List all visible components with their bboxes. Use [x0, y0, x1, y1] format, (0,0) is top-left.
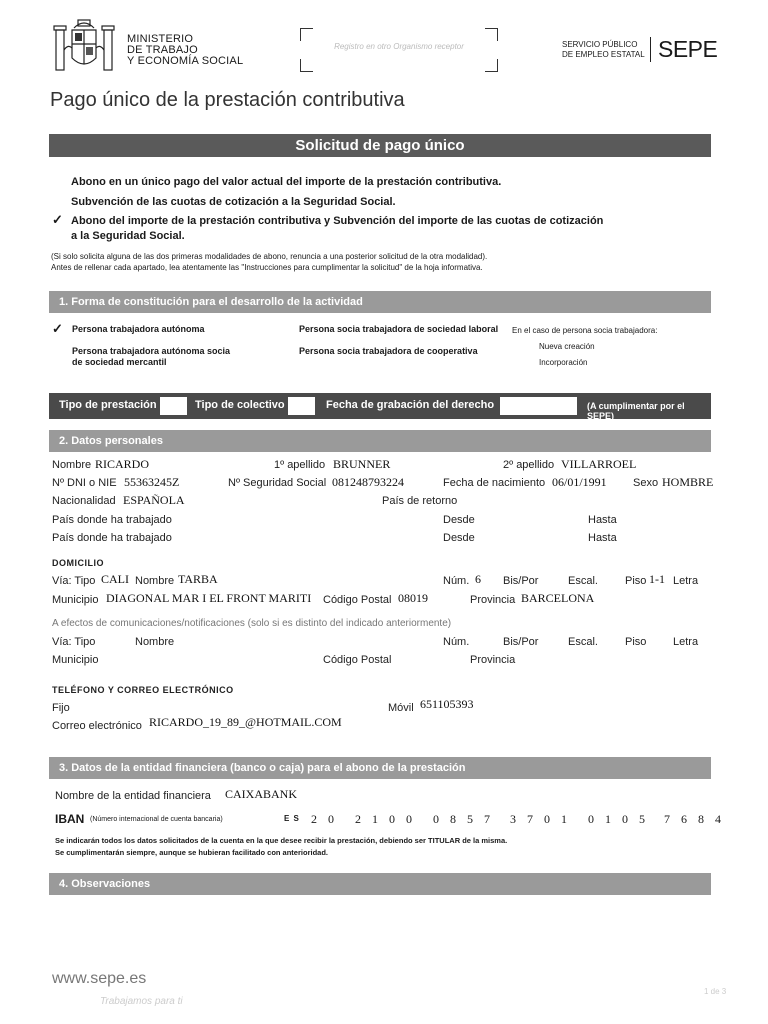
section-3-header: 3. Datos de la entidad financiera (banco o caja) para el abono de la prestación [49, 757, 711, 779]
num-label: Núm. [443, 575, 470, 587]
option-socia-cooperativa[interactable]: Persona socia trabajadora de cooperativa [299, 346, 478, 356]
iban-note-1: Se indicarán todos los datos solicitados de la cuenta en la que desee recibir la prestación, debiendo ser TITULAR de la misma. [55, 836, 508, 845]
provincia-value[interactable]: BARCELONA [521, 591, 595, 605]
note-renuncia: (Si solo solicita alguna de las dos primeras modalidades de abono, renuncia a una posterior solicitud de la otra modalidad). [51, 252, 488, 261]
option-autonoma[interactable]: Persona trabajadora autónoma [72, 324, 205, 334]
notif-municipio-label: Municipio [52, 654, 99, 666]
tipo-colectivo-label: Tipo de colectivo [195, 399, 285, 411]
fecha-nacimiento-value[interactable]: 06/01/1991 [552, 475, 607, 489]
notif-letra-label: Letra [673, 636, 699, 648]
sepe-subtitle-line: SERVICIO PÚBLICO [562, 40, 638, 49]
page-number: 1 de 3 [704, 987, 727, 996]
municipio-label: Municipio [52, 594, 99, 606]
via-nombre-label: Nombre [135, 575, 175, 587]
option-socia-laboral[interactable]: Persona socia trabajadora de sociedad laboral [299, 324, 499, 334]
correo-value[interactable]: RICARDO_19_89_@HOTMAIL.COM [149, 715, 342, 729]
fecha-grabacion-label: Fecha de grabación del derecho [326, 399, 495, 411]
notif-num-label: Núm. [443, 636, 470, 648]
tipo-prestacion-box[interactable] [160, 397, 187, 415]
fecha-nacimiento-label: Fecha de nacimiento [443, 477, 546, 489]
nombre-label: Nombre [52, 459, 92, 471]
note-instrucciones: Antes de rellenar cada apartado, lea atentamente las "Instrucciones para cumplimentar la solicitud" de la hoja informativa. [51, 263, 483, 272]
iban-group[interactable]: 2 0 [311, 812, 338, 826]
notif-provincia-label: Provincia [470, 654, 516, 666]
en-caso-socia-label: En el caso de persona socia trabajadora: [512, 326, 658, 335]
section-2-header: 2. Datos personales [49, 430, 711, 452]
main-section-header: Solicitud de pago único [49, 134, 711, 157]
ministry-line: MINISTERIO [127, 33, 194, 45]
movil-label: Móvil [388, 702, 414, 714]
iban-group[interactable]: 0 8 5 7 [433, 812, 494, 826]
autonoma-check-icon: ✓ [52, 321, 63, 336]
iban-sublabel: (Número internacional de cuenta bancaria) [90, 816, 223, 823]
iban-note-2: Se cumplimentarán siempre, aunque se hubieran facilitado con anterioridad. [55, 848, 328, 857]
bis-label: Bis/Por [503, 575, 539, 587]
option-autonoma-socia-line2: de sociedad mercantil [72, 357, 167, 367]
nacionalidad-label: Nacionalidad [52, 495, 116, 507]
municipio-value[interactable]: DIAGONAL MAR I EL FRONT MARITI [106, 591, 312, 605]
iban-group[interactable]: 2 1 0 0 [355, 812, 416, 826]
entidad-value[interactable]: CAIXABANK [225, 787, 297, 801]
codigo-postal-label: Código Postal [323, 594, 392, 606]
tipo-colectivo-box[interactable] [288, 397, 315, 415]
escal-label: Escal. [568, 575, 598, 587]
apellido1-label: 1º apellido [274, 459, 326, 471]
pais-retorno-label: País de retorno [382, 495, 458, 507]
via-nombre-value[interactable]: TARBA [178, 572, 218, 586]
letra-label: Letra [673, 575, 699, 587]
sepe-logo: SEPE [658, 36, 718, 62]
notif-bis-label: Bis/Por [503, 636, 539, 648]
efectos-comunicaciones-note: A efectos de comunicaciones/notificaciones (solo si es distinto del indicado anteriormente) [52, 618, 452, 629]
via-tipo-value[interactable]: CALI [101, 572, 129, 586]
sexo-value[interactable]: HOMBRE [662, 475, 714, 489]
movil-value[interactable]: 651105393 [420, 697, 474, 711]
nss-value[interactable]: 081248793224 [332, 475, 404, 489]
nombre-value[interactable]: RICARDO [95, 457, 150, 471]
via-tipo-label: Vía: Tipo [52, 575, 96, 587]
iban-group[interactable]: 7 6 8 4 [664, 812, 725, 826]
piso-label: Piso [625, 575, 647, 587]
option-autonoma-socia[interactable]: Persona trabajadora autónoma socia [72, 346, 231, 356]
pais-trabajado-label: País donde ha trabajado [52, 514, 172, 526]
option-ambos[interactable]: Abono del importe de la prestación contributiva y Subvención del importe de las cuotas de cotización [71, 215, 604, 227]
hasta-label: Hasta [588, 514, 617, 526]
notif-via-tipo-label: Vía: Tipo [52, 636, 96, 648]
sepe-note: (A cumplimentar por el SEPE) [587, 401, 685, 421]
ministry-name [127, 34, 243, 67]
option-nueva-creacion[interactable]: Nueva creación [539, 342, 595, 351]
ministry-line: DE TRABAJO [127, 44, 198, 56]
iban-country[interactable]: E S [284, 814, 300, 823]
section-4-header: 4. Observaciones [49, 873, 711, 895]
sepe-subtitle-line: DE EMPLEO ESTATAL [562, 50, 645, 59]
num-value[interactable]: 6 [475, 572, 481, 586]
apellido2-label: 2º apellido [503, 459, 555, 471]
notif-codigo-postal-label: Código Postal [323, 654, 392, 666]
section-1-header: 1. Forma de constitución para el desarrollo de la actividad [49, 291, 711, 313]
option-incorporacion[interactable]: Incorporación [539, 358, 588, 367]
option-ambos-check-icon: ✓ [52, 212, 63, 227]
hasta-label-2: Hasta [588, 532, 617, 544]
notif-nombre-label: Nombre [135, 636, 175, 648]
dni-label: Nº DNI o NIE [52, 477, 117, 489]
codigo-postal-value[interactable]: 08019 [398, 591, 428, 605]
dni-value[interactable]: 55363245Z [124, 475, 180, 489]
footer-tagline: Trabajamos para ti [100, 996, 183, 1007]
sepe-subtitle [562, 40, 645, 60]
iban-group[interactable]: 0 1 0 5 [588, 812, 649, 826]
fecha-grabacion-box[interactable] [500, 397, 577, 415]
stamp-placeholder: Registro en otro Organismo receptor [334, 42, 464, 51]
notif-piso-label: Piso [625, 636, 647, 648]
document-title: Pago único de la prestación contributiva [50, 89, 405, 111]
nss-label: Nº Seguridad Social [228, 477, 327, 489]
nacionalidad-value[interactable]: ESPAÑOLA [123, 493, 185, 507]
option-ambos-line2: a la Seguridad Social. [71, 230, 185, 242]
apellido2-value[interactable]: VILLARROEL [561, 457, 637, 471]
iban-group[interactable]: 3 7 0 1 [510, 812, 571, 826]
provincia-label: Provincia [470, 594, 516, 606]
notif-escal-label: Escal. [568, 636, 598, 648]
coat-of-arms-icon [48, 14, 120, 78]
footer-url[interactable]: www.sepe.es [52, 970, 147, 987]
sepe-divider [650, 37, 651, 62]
fijo-label: Fijo [52, 702, 70, 714]
telefono-header: TELÉFONO Y CORREO ELECTRÓNICO [52, 685, 234, 695]
sepe-use-bar [49, 393, 711, 419]
option-unico-pago[interactable]: Abono en un único pago del valor actual del importe de la prestación contributiva. [71, 176, 502, 188]
desde-label: Desde [443, 514, 475, 526]
option-subvencion[interactable]: Subvención de las cuotas de cotización a la Seguridad Social. [71, 196, 396, 208]
desde-label-2: Desde [443, 532, 475, 544]
correo-label: Correo electrónico [52, 720, 142, 732]
sexo-label: Sexo [633, 477, 659, 489]
pais-trabajado-label-2: País donde ha trabajado [52, 532, 172, 544]
tipo-prestacion-label: Tipo de prestación [59, 399, 157, 411]
ministry-line: Y ECONOMÍA SOCIAL [127, 55, 244, 67]
piso-value[interactable]: 1-1 [649, 572, 665, 586]
registry-stamp-box [300, 28, 498, 72]
apellido1-value[interactable]: BRUNNER [333, 457, 391, 471]
entidad-label: Nombre de la entidad financiera [55, 790, 211, 802]
domicilio-header: DOMICILIO [52, 558, 104, 568]
iban-label: IBAN [55, 812, 85, 826]
